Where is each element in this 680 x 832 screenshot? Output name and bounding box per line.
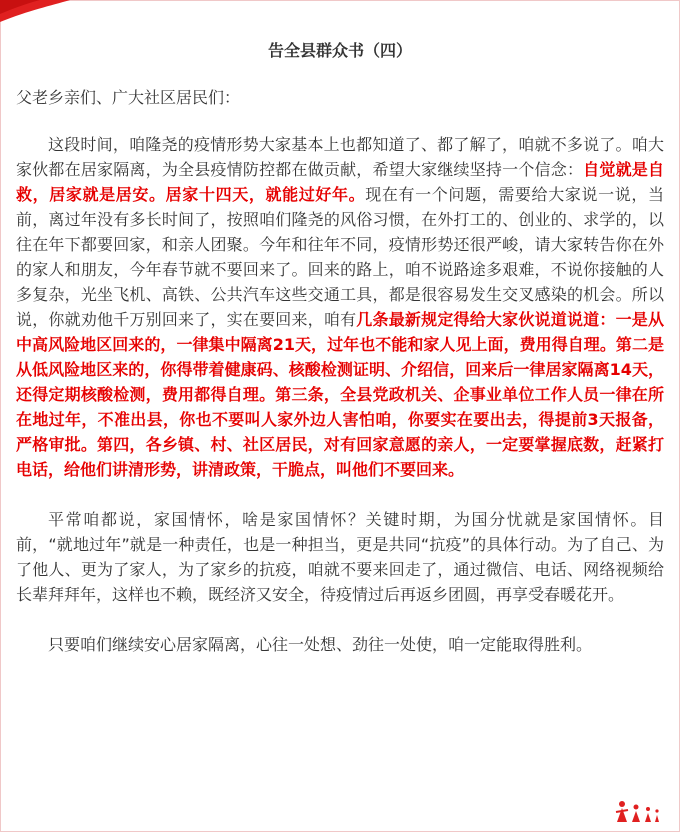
greeting: 父老乡亲们、广大社区居民们： — [16, 88, 241, 107]
paragraph-3: 只要咱们继续安心居家隔离，心往一处想、劲往一处使，咱一定能取得胜利。 — [48, 635, 593, 654]
corner-ornament-icon — [0, 0, 70, 22]
highlight-slogan: 自觉就是自救，居家就是居安。居家十四天，就能过好年。 — [16, 160, 664, 204]
highlight-regulations: 几条最新规定得给大家伙说道说道：一是从中高风险地区回来的，一律集中隔离21天，过年也不能和家人见上面，费用得自理。第二是从低风险地区来的，你得带着健康码、核酸检测证明、介绍信，回来后一律居家隔离14天，还得定期核酸检测，费用都得自理。第三条，全县党政机关、企事业单位工作人员一律在所在地过年，不准出县，你也不要叫人家外边人害怕咱，你要实在要出去，得提前3天报备，严格审批。第四，各乡镇、村、社区居民，对有回家意愿的亲人，一定要掌握底数，赶紧打电话，给他们讲清形势，讲清政策，干脆点，叫他们不要回来。 — [16, 310, 664, 479]
document-body — [16, 38, 664, 682]
paragraph-2: 平常咱都说，家国情怀，啥是家国情怀？关键时期，为国分忧就是家国情怀。目前，“就地过年”就是一种责任，也是一种担当，更是共同“抗疫”的具体行动。为了自己、为了他人、更为了家人，为了家乡的抗疫，咱就不要来回走了，通过微信、电话、网络视频给长辈拜拜年，这样也不赖，既经济又安全，待疫情过后再返乡团圆，再享受春暖花开。 — [16, 510, 664, 604]
paragraph-1-text-a: 这段时间，咱隆尧的疫情形势大家基本上也都知道了、都了解了，咱就不多说了。咱大家伙都在居家隔离，为全县疫情防控都在做贡献，希望大家继续坚持一个信念： — [16, 135, 664, 179]
paragraph-1 — [16, 132, 664, 482]
people-ornament-icon — [614, 798, 662, 824]
document-title: 告全县群众书（四） — [267, 41, 412, 60]
paragraph-1-text-b: 现在有一个问题，需要给大家说一说，当前，离过年没有多长时间了，按照咱们隆尧的风俗习惯，在外打工的、创业的、求学的，以往在年下都要回家，和亲人团聚。今年和往年不同，疫情形势还很严峻，请大家转告你在外的家人和朋友，今年春节就不要回来了。回来的路上，咱不说路途多艰难，不说你接触的人多复杂，光坐飞机、高铁、公共汽车这些交通工具，都是很容易发生交叉感染的机会。所以说，你就劝他千万别回来了，实在要回来，咱有 — [16, 185, 664, 329]
